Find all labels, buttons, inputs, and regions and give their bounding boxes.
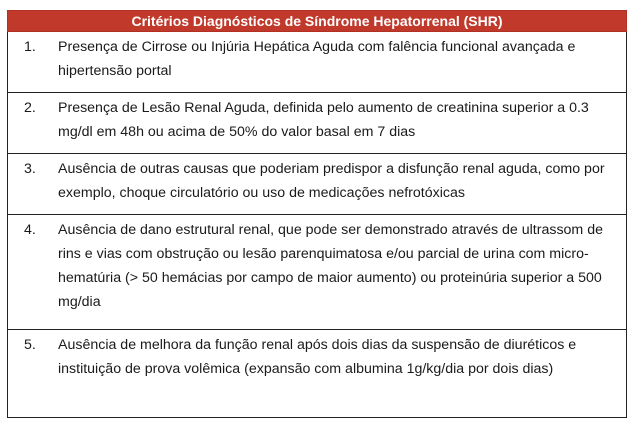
criterion-number: 1.	[24, 39, 36, 55]
table-row	[8, 32, 627, 93]
criteria-table	[7, 10, 627, 418]
criterion-number: 5.	[24, 337, 36, 353]
table-row	[8, 154, 627, 215]
criterion-cell	[8, 330, 627, 418]
table-title: Critérios Diagnósticos de Síndrome Hepatorrenal (SHR)	[8, 11, 627, 32]
criterion-text: Ausência de outras causas que poderiam predispor a disfunção renal aguda, como por exemplo, choque circulatório ou uso de medicações nefrotóxicas	[58, 161, 605, 201]
criterion-cell	[8, 215, 627, 330]
criterion-cell	[8, 93, 627, 154]
criterion-text: Ausência de dano estrutural renal, que pode ser demonstrado através de ultrassom de rins e vias com obstrução ou lesão parenquimatosa e/ou parcial de urina com micro-hematúria (> 50 hemácias por campo de maior aumento) ou proteinúria superior a 500 mg/dia	[58, 222, 603, 310]
criterion-number: 3.	[24, 161, 36, 177]
table-row	[8, 93, 627, 154]
criterion-number: 2.	[24, 100, 36, 116]
criterion-text: Presença de Lesão Renal Aguda, definida pelo aumento de creatinina superior a 0.3 mg/dl em 48h ou acima de 50% do valor basal em 7 dias	[58, 100, 589, 140]
criterion-cell	[8, 32, 627, 93]
table-row	[8, 330, 627, 418]
criterion-text: Ausência de melhora da função renal após dois dias da suspensão de diuréticos e instituição de prova volêmica (expansão com albumina 1g/kg/dia por dois dias)	[58, 337, 577, 377]
table-header-row	[8, 11, 627, 32]
table-row	[8, 215, 627, 330]
criterion-cell	[8, 154, 627, 215]
criterion-number: 4.	[24, 222, 36, 238]
criterion-text: Presença de Cirrose ou Injúria Hepática Aguda com falência funcional avançada e hipertensão portal	[58, 39, 576, 79]
